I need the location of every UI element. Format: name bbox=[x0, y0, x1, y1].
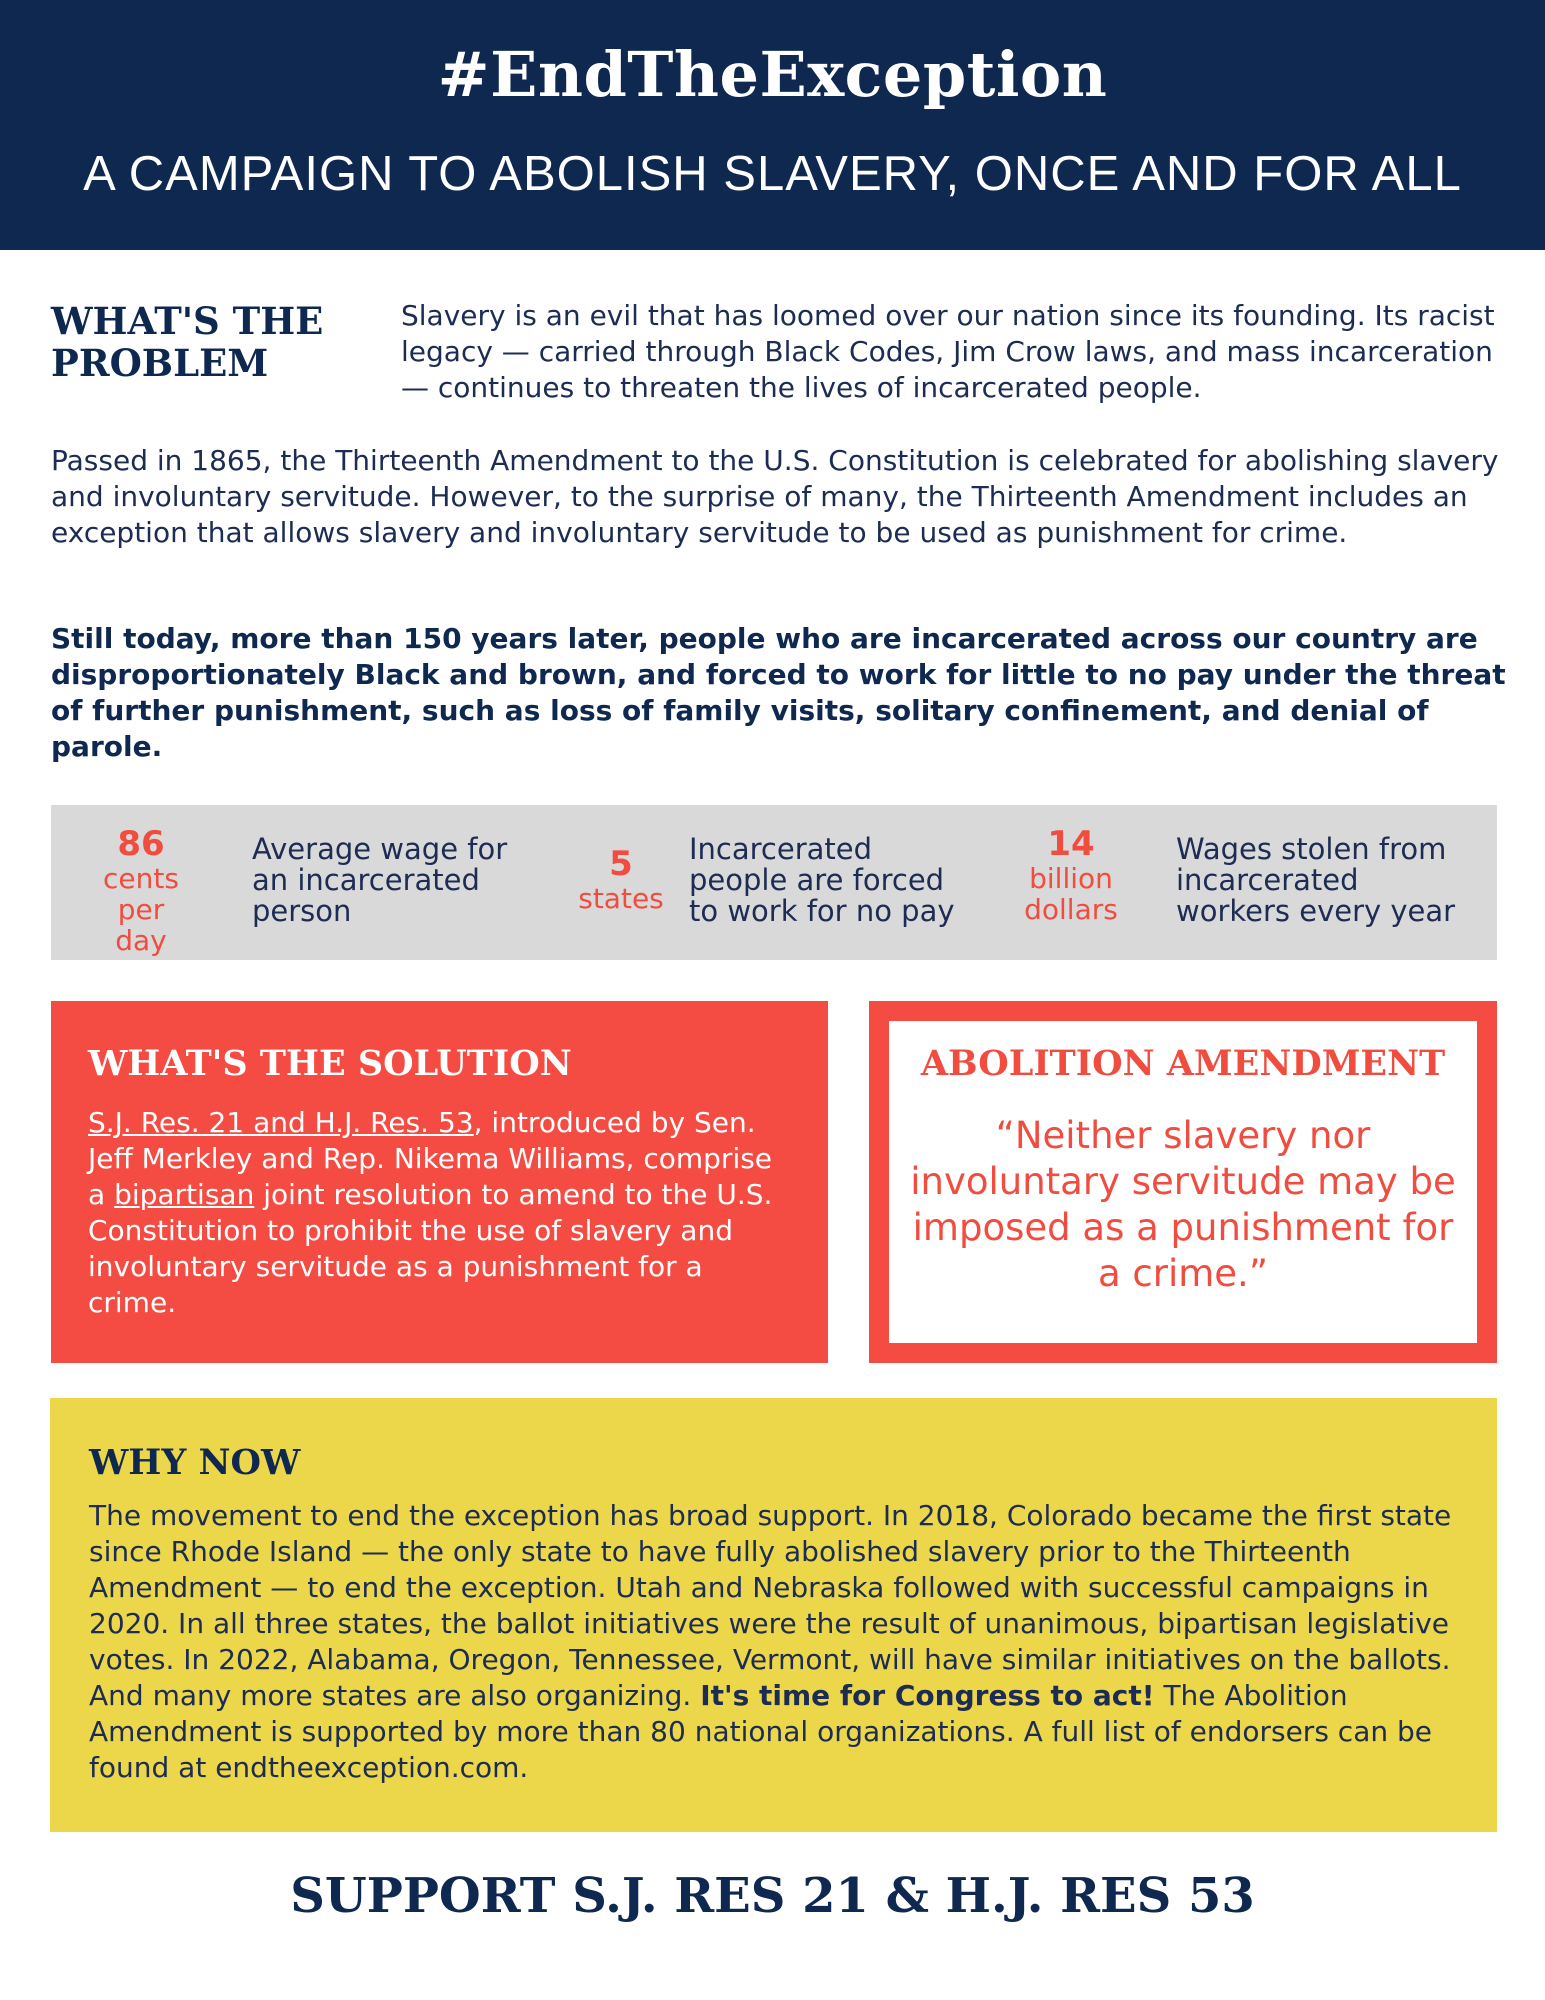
stat-states-number bbox=[571, 845, 671, 914]
abolition-amendment-box bbox=[869, 1001, 1497, 1363]
stats-bar bbox=[51, 805, 1497, 960]
why-now-text-b: The Abolition Amendment is supported by more than 80 national organizations. A full list of endorsers can be found at endtheexception.com. bbox=[89, 1679, 1433, 1784]
support-call-to-action: SUPPORT S.J. RES 21 & H.J. RES 53 bbox=[290, 1868, 1255, 1924]
stat-states-label: Incarcerated people are forced to work for no pay bbox=[689, 832, 955, 928]
stat-states-unit: states bbox=[578, 882, 664, 915]
stat-stolen-value: 14 bbox=[1047, 824, 1095, 864]
stat-stolen-number bbox=[1016, 825, 1126, 925]
stat-stolen-unit-2: dollars bbox=[1024, 893, 1118, 926]
why-now-text bbox=[89, 1498, 1461, 1786]
stat-states-value: 5 bbox=[609, 844, 633, 884]
stat-stolen-label: Wages stolen from incarcerated workers every year bbox=[1176, 832, 1456, 928]
problem-paragraph-1: Passed in 1865, the Thirteenth Amendment to the U.S. Constitution is celebrated for abolishing slavery and involuntary servitude. However, to the surprise of many, the Thirteenth Amendment includes an exception that allows slavery and involuntary servitude to be used as punishment for crime. bbox=[51, 444, 1499, 549]
campaign-subtitle: A CAMPAIGN TO ABOLISH SLAVERY, ONCE AND FOR ALL bbox=[83, 147, 1462, 201]
problem-heading: WHAT'S THE PROBLEM bbox=[51, 299, 324, 385]
amendment-quote: “Neither slavery nor involuntary servitude may be imposed as a punishment for a crime.” bbox=[910, 1114, 1456, 1295]
why-now-box bbox=[50, 1398, 1497, 1832]
solution-text-a: , introduced by Sen. Jeff Merkley and Rep. Nikema Williams, comprise a bbox=[88, 1106, 773, 1211]
stat-wage-label: Average wage for an incarcerated person bbox=[252, 832, 508, 928]
stat-wage-unit-2: per day bbox=[115, 893, 167, 957]
solution-text bbox=[88, 1105, 792, 1321]
stat-wage-value: 86 bbox=[117, 824, 165, 864]
why-now-heading: WHY NOW bbox=[89, 1442, 301, 1483]
header-banner bbox=[0, 0, 1545, 250]
problem-paragraph-2: Still today, more than 150 years later, people who are incarcerated across our country are disproportionately Black and brown, and forced to work for little to no pay under the threat of further punishment, such as loss of family visits, solitary confinement, and denial of parole. bbox=[51, 622, 1506, 763]
stat-wage-unit-1: cents bbox=[103, 862, 179, 895]
solution-text-b: joint resolution to amend to the U.S. Constitution to prohibit the use of slavery and involuntary servitude as a punishment for a crime. bbox=[88, 1178, 773, 1319]
problem-intro: Slavery is an evil that has loomed over our nation since its founding. Its racist legacy — carried through Black Codes, Jim Crow laws, and mass incarceration — continues to threaten the lives of incarcerated people. bbox=[401, 299, 1495, 404]
campaign-title: #EndTheException bbox=[437, 38, 1108, 111]
solution-heading: WHAT'S THE SOLUTION bbox=[88, 1043, 572, 1084]
amendment-heading: ABOLITION AMENDMENT bbox=[920, 1043, 1446, 1084]
why-now-emphasis: It's time for Congress to act! bbox=[700, 1679, 1155, 1712]
why-now-text-a: The movement to end the exception has broad support. In 2018, Colorado became the first state since Rhode Island — the only state to have fully abolished slavery prior to the Thirteenth Amendment — to end the exception. Utah and Nebraska followed with successful campaigns in 2020. In all three states, the ballot initiatives were the result of unanimous, bipartisan legislative votes. In 2022, Alabama, Oregon, Tennessee, Vermont, will have similar initiatives on the ballots. And many more states are also organizing. bbox=[89, 1499, 1452, 1712]
bipartisan-link[interactable]: bipartisan bbox=[114, 1178, 255, 1211]
resolutions-link[interactable]: S.J. Res. 21 and H.J. Res. 53 bbox=[88, 1106, 474, 1139]
solution-box bbox=[51, 1001, 828, 1363]
stat-wage-number bbox=[91, 825, 191, 956]
stat-stolen-unit-1: billion bbox=[1029, 862, 1113, 895]
